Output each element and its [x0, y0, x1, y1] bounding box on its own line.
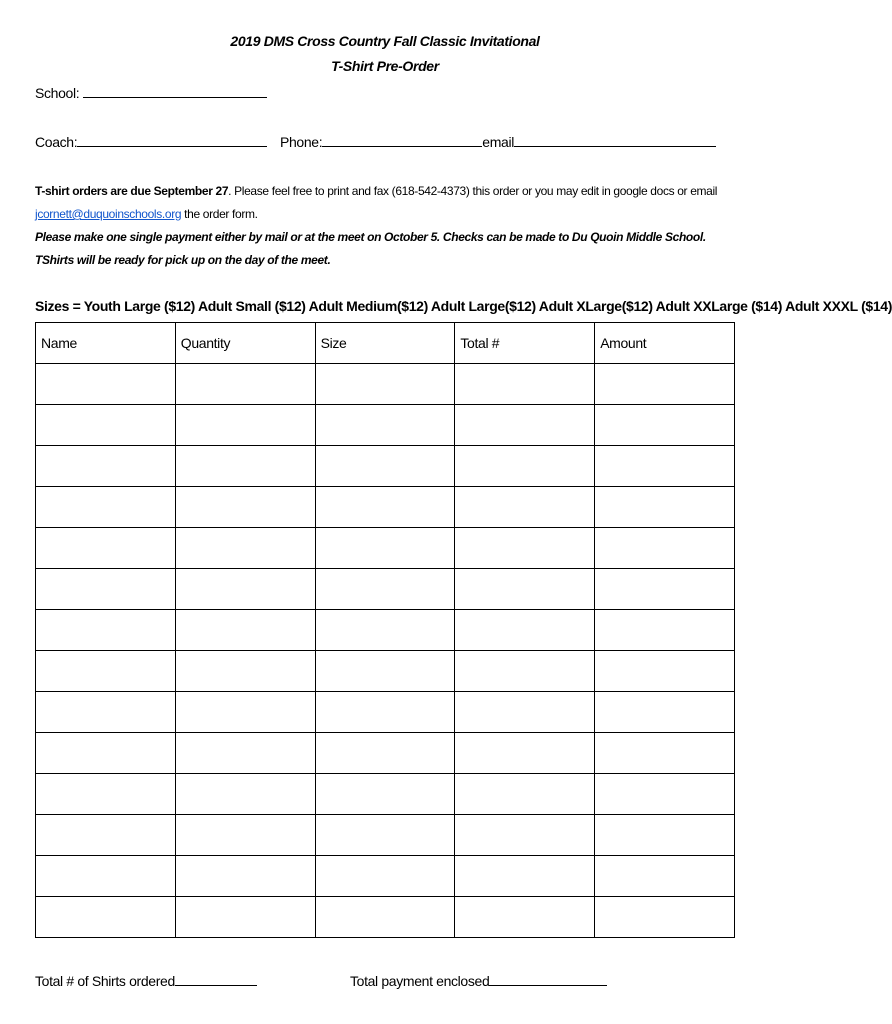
table-cell[interactable] — [455, 569, 595, 610]
table-cell[interactable] — [315, 651, 455, 692]
total-shirts-label: Total # of Shirts ordered — [35, 973, 175, 989]
table-cell[interactable] — [455, 651, 595, 692]
coach-field[interactable] — [35, 133, 267, 150]
coach-blank[interactable] — [77, 133, 267, 147]
table-cell[interactable] — [175, 774, 315, 815]
column-header-amount: Amount — [595, 323, 735, 364]
table-cell[interactable] — [315, 364, 455, 405]
table-cell[interactable] — [315, 569, 455, 610]
column-header-total: Total # — [455, 323, 595, 364]
table-cell[interactable] — [595, 364, 735, 405]
table-cell[interactable] — [595, 856, 735, 897]
phone-blank[interactable] — [322, 133, 482, 147]
total-shirts-field[interactable] — [35, 972, 257, 989]
table-cell[interactable] — [455, 815, 595, 856]
table-cell[interactable] — [595, 610, 735, 651]
table-cell[interactable] — [36, 405, 176, 446]
total-payment-label: Total payment enclosed — [350, 973, 490, 989]
table-cell[interactable] — [595, 528, 735, 569]
table-cell[interactable] — [175, 446, 315, 487]
payment-note: Please make one single payment either by mail or at the meet on October 5. Checks can be made to Du Quoin Middle School. TShirts will be ready for pick up on the day of the meet. — [35, 230, 706, 267]
table-cell[interactable] — [455, 446, 595, 487]
table-cell[interactable] — [36, 610, 176, 651]
table-cell[interactable] — [595, 569, 735, 610]
sizes-pricing: Sizes = Youth Large ($12) Adult Small ($12) Adult Medium($12) Adult Large($12) Adult XLarge($12) Adult XXLarge ($14) Adult XXXL ($14) — [35, 298, 892, 314]
column-header-quantity: Quantity — [175, 323, 315, 364]
table-cell[interactable] — [595, 815, 735, 856]
table-row — [36, 856, 735, 897]
table-row — [36, 610, 735, 651]
document-title: 2019 DMS Cross Country Fall Classic Invitational — [230, 33, 540, 49]
table-cell[interactable] — [595, 651, 735, 692]
table-cell[interactable] — [455, 733, 595, 774]
table-cell[interactable] — [455, 364, 595, 405]
table-cell[interactable] — [175, 815, 315, 856]
table-cell[interactable] — [315, 692, 455, 733]
table-cell[interactable] — [36, 897, 176, 938]
instructions-line2: the order form. — [181, 207, 258, 221]
table-row — [36, 733, 735, 774]
phone-field[interactable] — [280, 133, 716, 150]
table-cell[interactable] — [175, 692, 315, 733]
table-cell[interactable] — [595, 446, 735, 487]
table-row — [36, 487, 735, 528]
table-cell[interactable] — [36, 528, 176, 569]
email-label: email — [482, 134, 514, 150]
total-shirts-blank[interactable] — [175, 972, 257, 986]
table-cell[interactable] — [455, 487, 595, 528]
table-cell[interactable] — [175, 364, 315, 405]
total-payment-blank[interactable] — [489, 972, 607, 986]
document-subtitle: T-Shirt Pre-Order — [331, 58, 439, 74]
table-cell[interactable] — [315, 856, 455, 897]
table-row — [36, 364, 735, 405]
table-cell[interactable] — [36, 692, 176, 733]
email-link[interactable]: jcornett@duquoinschools.org — [35, 207, 182, 221]
table-cell[interactable] — [455, 405, 595, 446]
table-row — [36, 897, 735, 938]
table-cell[interactable] — [595, 692, 735, 733]
table-cell[interactable] — [36, 487, 176, 528]
table-cell[interactable] — [455, 610, 595, 651]
table-cell[interactable] — [315, 733, 455, 774]
table-cell[interactable] — [315, 528, 455, 569]
due-date-text: T-shirt orders are due September 27 — [35, 184, 229, 198]
table-cell[interactable] — [175, 733, 315, 774]
table-header-row — [36, 323, 735, 364]
school-field[interactable] — [35, 84, 267, 101]
table-cell[interactable] — [175, 856, 315, 897]
table-cell[interactable] — [36, 774, 176, 815]
table-row — [36, 692, 735, 733]
table-cell[interactable] — [175, 569, 315, 610]
table-cell[interactable] — [455, 774, 595, 815]
phone-label: Phone: — [280, 134, 323, 150]
table-cell[interactable] — [315, 487, 455, 528]
table-cell[interactable] — [315, 815, 455, 856]
coach-label: Coach: — [35, 134, 78, 150]
table-cell[interactable] — [455, 856, 595, 897]
table-row — [36, 528, 735, 569]
order-table — [35, 322, 735, 938]
table-cell[interactable] — [315, 897, 455, 938]
table-row — [36, 815, 735, 856]
table-cell[interactable] — [175, 610, 315, 651]
table-cell[interactable] — [175, 897, 315, 938]
table-cell[interactable] — [36, 733, 176, 774]
table-cell[interactable] — [315, 774, 455, 815]
table-cell[interactable] — [36, 856, 176, 897]
table-cell[interactable] — [455, 528, 595, 569]
total-payment-field[interactable] — [350, 972, 607, 989]
table-row — [36, 405, 735, 446]
table-cell[interactable] — [175, 487, 315, 528]
table-cell[interactable] — [175, 528, 315, 569]
table-cell[interactable] — [315, 610, 455, 651]
table-cell[interactable] — [455, 692, 595, 733]
table-row — [36, 446, 735, 487]
table-cell[interactable] — [595, 733, 735, 774]
table-cell[interactable] — [36, 651, 176, 692]
school-blank[interactable] — [83, 84, 267, 98]
instructions-line1: . Please feel free to print and fax (618-542-4373) this order or you may edit in google docs or email — [228, 184, 718, 198]
table-cell[interactable] — [455, 897, 595, 938]
table-cell[interactable] — [315, 446, 455, 487]
table-cell[interactable] — [36, 364, 176, 405]
email-blank[interactable] — [514, 133, 716, 147]
table-cell[interactable] — [36, 815, 176, 856]
table-cell[interactable] — [595, 487, 735, 528]
school-label: School: — [35, 85, 80, 101]
table-row — [36, 774, 735, 815]
table-cell[interactable] — [315, 405, 455, 446]
table-cell[interactable] — [36, 446, 176, 487]
order-table-body — [36, 364, 735, 938]
table-row — [36, 651, 735, 692]
table-row — [36, 569, 735, 610]
table-cell[interactable] — [595, 897, 735, 938]
table-cell[interactable] — [595, 405, 735, 446]
table-cell[interactable] — [175, 651, 315, 692]
table-cell[interactable] — [595, 774, 735, 815]
column-header-name: Name — [36, 323, 176, 364]
instructions-paragraph — [35, 180, 740, 226]
table-cell[interactable] — [36, 569, 176, 610]
table-cell[interactable] — [175, 405, 315, 446]
column-header-size: Size — [315, 323, 455, 364]
